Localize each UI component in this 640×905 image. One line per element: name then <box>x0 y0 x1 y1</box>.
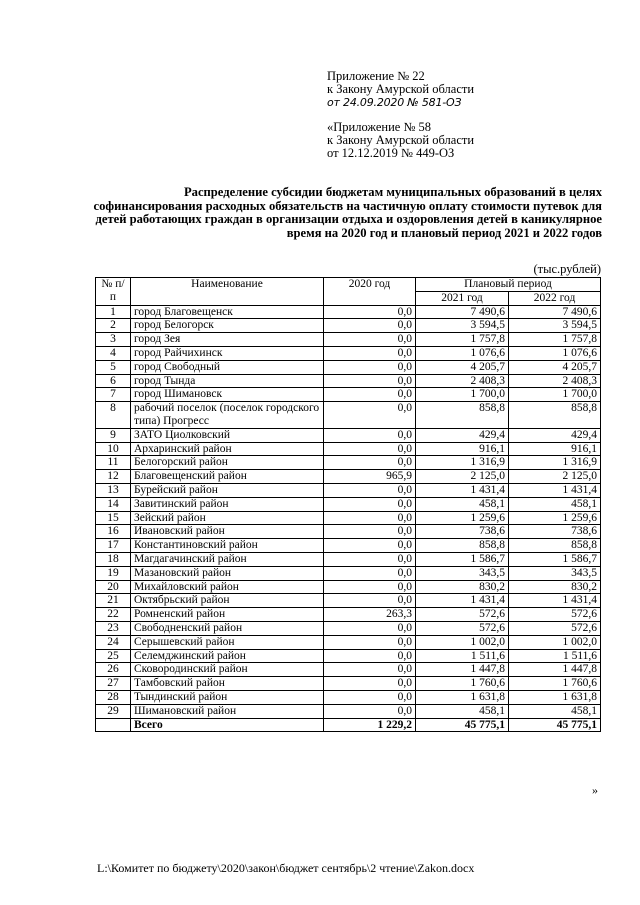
row-2021: 458,1 <box>416 497 509 511</box>
row-name: город Белогорск <box>131 319 324 333</box>
row-2022: 1 316,9 <box>509 456 601 470</box>
table-row <box>96 704 601 718</box>
row-name: Белогорский район <box>131 456 324 470</box>
row-number: 10 <box>96 442 131 456</box>
row-2022: 1 760,6 <box>509 677 601 691</box>
row-2021: 1 586,7 <box>416 552 509 566</box>
row-number: 27 <box>96 677 131 691</box>
table-row <box>96 388 601 402</box>
row-2020: 0,0 <box>324 704 416 718</box>
row-number: 13 <box>96 483 131 497</box>
row-2021: 858,8 <box>416 539 509 553</box>
row-number: 3 <box>96 333 131 347</box>
row-name: Серышевский район <box>131 635 324 649</box>
row-2022: 1 431,4 <box>509 594 601 608</box>
total-2022: 45 775,1 <box>509 718 601 732</box>
table-row <box>96 360 601 374</box>
row-2020: 0,0 <box>324 483 416 497</box>
row-name: Ивановский район <box>131 525 324 539</box>
row-2020: 0,0 <box>324 305 416 319</box>
row-name: город Шимановск <box>131 388 324 402</box>
row-2020: 0,0 <box>324 402 416 429</box>
row-number: 21 <box>96 594 131 608</box>
row-name: Бурейский район <box>131 483 324 497</box>
row-name: город Зея <box>131 333 324 347</box>
row-name: Селемджинский район <box>131 649 324 663</box>
row-number: 25 <box>96 649 131 663</box>
row-number: 12 <box>96 470 131 484</box>
row-number: 5 <box>96 360 131 374</box>
row-2022: 4 205,7 <box>509 360 601 374</box>
table-row <box>96 483 601 497</box>
row-name: Ромненский район <box>131 608 324 622</box>
row-2021: 4 205,7 <box>416 360 509 374</box>
table-row <box>96 539 601 553</box>
table-row <box>96 621 601 635</box>
row-number: 16 <box>96 525 131 539</box>
row-2021: 1 757,8 <box>416 333 509 347</box>
file-path-footer: L:\Комитет по бюджету\2020\закон\бюджет сентябрь\2 чтение\Zakon.docx <box>97 861 475 875</box>
appendix-old-header <box>327 121 474 160</box>
row-name: рабочий поселок (поселок городского типа) Прогресс <box>131 402 324 429</box>
row-2022: 830,2 <box>509 580 601 594</box>
row-2020: 0,0 <box>324 319 416 333</box>
row-2021: 1 076,6 <box>416 346 509 360</box>
document-title: Распределение субсидии бюджетам муниципальных образований в целях софинансирования расходных обязательств на частичную оплату стоимости путевок для детей работающих граждан в организации отдыха и оздоровления детей в каникулярное время на 2020 год и плановый период 2021 и 2022 годов <box>93 185 602 240</box>
row-number: 15 <box>96 511 131 525</box>
total-label: Всего <box>131 718 324 732</box>
appendix-new-number: Приложение № 22 <box>327 69 425 83</box>
table-row <box>96 428 601 442</box>
row-2020: 0,0 <box>324 594 416 608</box>
row-2020: 0,0 <box>324 525 416 539</box>
row-2022: 858,8 <box>509 539 601 553</box>
row-2020: 0,0 <box>324 690 416 704</box>
row-name: Октябрьский район <box>131 594 324 608</box>
table-row <box>96 525 601 539</box>
row-2022: 7 490,6 <box>509 305 601 319</box>
row-2020: 965,9 <box>324 470 416 484</box>
row-name: Архаринский район <box>131 442 324 456</box>
table-row <box>96 333 601 347</box>
row-2020: 0,0 <box>324 539 416 553</box>
row-2021: 343,5 <box>416 566 509 580</box>
row-2022: 1 431,4 <box>509 483 601 497</box>
row-2020: 0,0 <box>324 388 416 402</box>
appendix-old-date: от 12.12.2019 № 449-ОЗ <box>327 146 455 160</box>
appendix-old-number: «Приложение № 58 <box>327 120 432 134</box>
row-name: город Райчихинск <box>131 346 324 360</box>
row-2022: 1 447,8 <box>509 663 601 677</box>
row-name: город Свободный <box>131 360 324 374</box>
row-number: 2 <box>96 319 131 333</box>
row-name: Завитинский район <box>131 497 324 511</box>
row-name: Михайловский район <box>131 580 324 594</box>
row-number: 14 <box>96 497 131 511</box>
row-2020: 0,0 <box>324 346 416 360</box>
row-2022: 1 586,7 <box>509 552 601 566</box>
table-row <box>96 566 601 580</box>
row-name: Шимановский район <box>131 704 324 718</box>
row-name: Тындинский район <box>131 690 324 704</box>
row-2021: 458,1 <box>416 704 509 718</box>
appendix-new-law: к Закону Амурской области <box>327 82 475 96</box>
table-row <box>96 552 601 566</box>
row-2022: 738,6 <box>509 525 601 539</box>
row-2022: 572,6 <box>509 621 601 635</box>
row-2020: 0,0 <box>324 333 416 347</box>
row-2022: 1 700,0 <box>509 388 601 402</box>
table-row <box>96 511 601 525</box>
row-2021: 1 431,4 <box>416 483 509 497</box>
row-2022: 1 002,0 <box>509 635 601 649</box>
row-2022: 429,4 <box>509 428 601 442</box>
units-label: (тыс.рублей) <box>533 262 601 276</box>
row-number: 19 <box>96 566 131 580</box>
row-number: 20 <box>96 580 131 594</box>
row-number: 17 <box>96 539 131 553</box>
total-2021: 45 775,1 <box>416 718 509 732</box>
header-name: Наименование <box>131 278 324 306</box>
header-planned-period: Плановый период <box>416 278 601 292</box>
row-2022: 2 408,3 <box>509 374 601 388</box>
table-row <box>96 663 601 677</box>
row-name: Сковородинский район <box>131 663 324 677</box>
table-row <box>96 402 601 429</box>
row-2021: 1 631,8 <box>416 690 509 704</box>
row-2022: 572,6 <box>509 608 601 622</box>
row-name: Благовещенский район <box>131 470 324 484</box>
appendix-old-law: к Закону Амурской области <box>327 133 475 147</box>
subsidy-table <box>95 277 601 732</box>
row-name: Зейский район <box>131 511 324 525</box>
row-2020: 263,3 <box>324 608 416 622</box>
total-2020: 1 229,2 <box>324 718 416 732</box>
row-2020: 0,0 <box>324 428 416 442</box>
row-2022: 1 076,6 <box>509 346 601 360</box>
row-name: Мазановский район <box>131 566 324 580</box>
row-2020: 0,0 <box>324 566 416 580</box>
row-number: 1 <box>96 305 131 319</box>
row-2021: 7 490,6 <box>416 305 509 319</box>
row-2021: 1 316,9 <box>416 456 509 470</box>
row-2021: 858,8 <box>416 402 509 429</box>
table-row <box>96 690 601 704</box>
row-name: Константиновский район <box>131 539 324 553</box>
row-number: 28 <box>96 690 131 704</box>
table-row <box>96 346 601 360</box>
table-row <box>96 442 601 456</box>
row-2020: 0,0 <box>324 663 416 677</box>
row-2021: 916,1 <box>416 442 509 456</box>
row-number: 24 <box>96 635 131 649</box>
row-2020: 0,0 <box>324 511 416 525</box>
table-row <box>96 677 601 691</box>
row-2021: 1 002,0 <box>416 635 509 649</box>
row-number: 7 <box>96 388 131 402</box>
row-number: 4 <box>96 346 131 360</box>
row-number: 8 <box>96 402 131 429</box>
table-row <box>96 470 601 484</box>
row-2022: 916,1 <box>509 442 601 456</box>
row-2021: 1 700,0 <box>416 388 509 402</box>
row-2020: 0,0 <box>324 635 416 649</box>
row-2020: 0,0 <box>324 621 416 635</box>
total-row <box>96 718 601 732</box>
row-2020: 0,0 <box>324 580 416 594</box>
closing-quote: » <box>592 783 598 797</box>
row-2020: 0,0 <box>324 497 416 511</box>
row-2020: 0,0 <box>324 360 416 374</box>
row-2022: 1 631,8 <box>509 690 601 704</box>
row-2022: 3 594,5 <box>509 319 601 333</box>
row-2022: 2 125,0 <box>509 470 601 484</box>
table-row <box>96 319 601 333</box>
table-row <box>96 635 601 649</box>
row-2021: 1 760,6 <box>416 677 509 691</box>
row-2021: 3 594,5 <box>416 319 509 333</box>
row-2021: 2 408,3 <box>416 374 509 388</box>
row-name: город Благовещенск <box>131 305 324 319</box>
row-number: 26 <box>96 663 131 677</box>
row-2021: 429,4 <box>416 428 509 442</box>
row-2021: 1 447,8 <box>416 663 509 677</box>
row-name: город Тында <box>131 374 324 388</box>
appendix-new-header <box>327 70 474 109</box>
row-number: 11 <box>96 456 131 470</box>
row-2020: 0,0 <box>324 649 416 663</box>
row-2022: 458,1 <box>509 497 601 511</box>
appendix-new-date: от 24.09.2020 № 581-ОЗ <box>327 96 462 109</box>
table-row <box>96 305 601 319</box>
row-number: 22 <box>96 608 131 622</box>
header-2022: 2022 год <box>509 291 601 305</box>
total-num <box>96 718 131 732</box>
row-2022: 458,1 <box>509 704 601 718</box>
row-name: Магдагачинский район <box>131 552 324 566</box>
table-row <box>96 608 601 622</box>
row-name: Тамбовский район <box>131 677 324 691</box>
row-number: 18 <box>96 552 131 566</box>
header-2020: 2020 год <box>324 278 416 306</box>
row-2020: 0,0 <box>324 456 416 470</box>
row-2020: 0,0 <box>324 677 416 691</box>
row-2022: 343,5 <box>509 566 601 580</box>
row-2022: 1 511,6 <box>509 649 601 663</box>
row-number: 23 <box>96 621 131 635</box>
row-2021: 1 511,6 <box>416 649 509 663</box>
table-row <box>96 649 601 663</box>
row-2021: 738,6 <box>416 525 509 539</box>
row-number: 9 <box>96 428 131 442</box>
row-2021: 572,6 <box>416 608 509 622</box>
row-name: Свободненский район <box>131 621 324 635</box>
row-2022: 858,8 <box>509 402 601 429</box>
table-row <box>96 497 601 511</box>
table-row <box>96 456 601 470</box>
table-row <box>96 580 601 594</box>
row-name: ЗАТО Циолковский <box>131 428 324 442</box>
row-2021: 572,6 <box>416 621 509 635</box>
row-2020: 0,0 <box>324 374 416 388</box>
row-2021: 1 259,6 <box>416 511 509 525</box>
table-row <box>96 594 601 608</box>
row-2020: 0,0 <box>324 442 416 456</box>
row-2021: 2 125,0 <box>416 470 509 484</box>
row-number: 29 <box>96 704 131 718</box>
row-2020: 0,0 <box>324 552 416 566</box>
row-2021: 830,2 <box>416 580 509 594</box>
row-2022: 1 757,8 <box>509 333 601 347</box>
row-2021: 1 431,4 <box>416 594 509 608</box>
row-number: 6 <box>96 374 131 388</box>
header-2021: 2021 год <box>416 291 509 305</box>
header-num: № п/п <box>96 278 131 306</box>
row-2022: 1 259,6 <box>509 511 601 525</box>
table-row <box>96 374 601 388</box>
